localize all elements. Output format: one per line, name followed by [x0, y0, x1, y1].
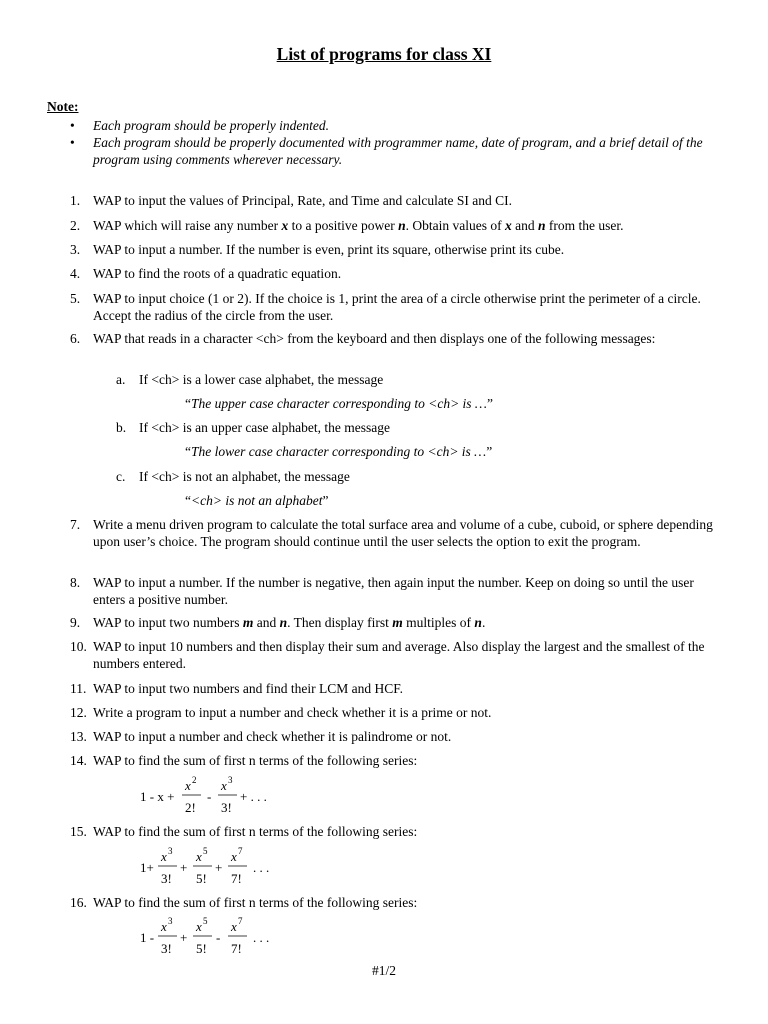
formula-operator: +: [215, 860, 223, 875]
formula-term-den: 5!: [196, 871, 207, 886]
item-text: WAP to find the sum of first n terms of the following series:: [93, 753, 418, 768]
formula-term-var: x: [161, 849, 167, 864]
item-text: WAP to input a number. If the number is negative, then again input the number. Keep on doing so until the user enters a positive number.: [93, 575, 694, 607]
sub-item-message: “<ch> is not an alphabet”: [185, 493, 329, 508]
formula-term-var: x: [231, 919, 237, 934]
series-formula-15: [128, 845, 348, 894]
item-number: 7.: [70, 517, 81, 532]
formula-term-exp: 3: [168, 846, 173, 856]
item-number: 4.: [70, 266, 81, 281]
item-text: WAP which will raise any number x to a positive power n. Obtain values of x and n from the user.: [93, 218, 624, 233]
item-number: 12.: [70, 705, 87, 720]
item-text: WAP to input the values of Principal, Rate, and Time and calculate SI and CI.: [93, 193, 513, 208]
item-text: WAP to find the roots of a quadratic equation.: [93, 266, 342, 281]
sub-item-label: b.: [116, 420, 127, 435]
formula-operator: +: [180, 930, 188, 945]
item-text: WAP to input a number and check whether it is palindrome or not.: [93, 729, 452, 744]
item-text: Write a program to input a number and check whether it is a prime or not.: [93, 705, 492, 720]
item-number: 16.: [70, 895, 87, 910]
formula-term-var: x: [161, 919, 167, 934]
formula-term-den: 3!: [221, 800, 232, 815]
sub-item-text: If <ch> is not an alphabet, the message: [139, 469, 350, 484]
formula-term-var: x: [231, 849, 237, 864]
formula-term-exp: 5: [203, 846, 208, 856]
item-text: WAP to find the sum of first n terms of the following series:: [93, 895, 418, 910]
formula-term-exp: 3: [228, 775, 233, 785]
formula-term-den: 3!: [161, 941, 172, 956]
item-text: WAP to input a number. If the number is even, print its square, otherwise print its cube.: [93, 242, 565, 257]
series-formula-14: [128, 774, 348, 823]
item-number: 10.: [70, 639, 87, 654]
formula-lead: 1+: [140, 860, 154, 875]
sub-item-text: If <ch> is an upper case alphabet, the message: [139, 420, 391, 435]
formula-tail: . . .: [253, 860, 270, 875]
note-bullets: [68, 117, 728, 168]
item-number: 3.: [70, 242, 81, 257]
note-label: Note:: [47, 99, 79, 114]
formula-term-var: x: [196, 849, 202, 864]
item-text: WAP to input two numbers m and n. Then display first m multiples of n.: [93, 615, 486, 630]
formula-operator: +: [180, 860, 188, 875]
formula-term-den: 2!: [185, 800, 196, 815]
item-text: WAP to find the sum of first n terms of the following series:: [93, 824, 418, 839]
formula-term-den: 7!: [231, 871, 242, 886]
item-number: 14.: [70, 753, 87, 768]
formula-tail: . . .: [253, 930, 270, 945]
item-text: WAP to input choice (1 or 2). If the choice is 1, print the area of a circle otherwise print the perimeter of a circle. Accept the radius of the circle from the user.: [93, 291, 701, 323]
sub-item-label: a.: [116, 372, 126, 387]
item-number: 5.: [70, 291, 81, 306]
formula-term-exp: 5: [203, 916, 208, 926]
formula-term-exp: 7: [238, 916, 243, 926]
series-formula-16: [128, 915, 348, 964]
item-number: 2.: [70, 218, 81, 233]
formula-term-var: x: [196, 919, 202, 934]
sub-item-label: c.: [116, 469, 126, 484]
item-number: 9.: [70, 615, 81, 630]
item-number: 13.: [70, 729, 87, 744]
formula-term-den: 7!: [231, 941, 242, 956]
formula-tail: + . . .: [240, 789, 267, 804]
item-text: WAP that reads in a character <ch> from the keyboard and then displays one of the following messages:: [93, 331, 656, 346]
sub-item-message: “The upper case character corresponding to <ch> is …”: [185, 396, 493, 411]
item-number: 15.: [70, 824, 87, 839]
formula-term-den: 5!: [196, 941, 207, 956]
formula-term-exp: 3: [168, 916, 173, 926]
formula-term-var: x: [221, 778, 227, 793]
formula-operator: -: [207, 789, 212, 804]
formula-term-den: 3!: [161, 871, 172, 886]
page-number: #1/2: [371, 963, 396, 978]
formula-term-var: x: [185, 778, 191, 793]
item-number: 11.: [70, 681, 87, 696]
item-number: 6.: [70, 331, 81, 346]
note-bullet: • Each program should be properly indented.: [68, 117, 728, 134]
formula-term-exp: 2: [192, 775, 197, 785]
item-text: WAP to input two numbers and find their LCM and HCF.: [93, 681, 404, 696]
sub-item-text: If <ch> is a lower case alphabet, the message: [139, 372, 384, 387]
note-bullet: • Each program should be properly documented with programmer name, date of program, and a brief detail of the program using comments wherever necessary.: [68, 134, 728, 168]
formula-term-exp: 7: [238, 846, 243, 856]
item-text: Write a menu driven program to calculate the total surface area and volume of a cube, cuboid, or sphere depending upon user’s choice. The program should continue until the user selects the option to exit the program.: [93, 517, 713, 549]
formula-lead: 1 -: [140, 930, 155, 945]
item-number: 1.: [70, 193, 81, 208]
formula-lead: 1 - x +: [140, 789, 175, 804]
item-text: WAP to input 10 numbers and then display their sum and average. Also display the largest and the smallest of the numbers entered.: [93, 639, 705, 671]
formula-operator: -: [216, 930, 221, 945]
sub-item-message: “The lower case character corresponding to <ch> is …”: [185, 444, 493, 459]
item-number: 8.: [70, 575, 81, 590]
page-title: List of programs for class XI: [276, 44, 492, 64]
